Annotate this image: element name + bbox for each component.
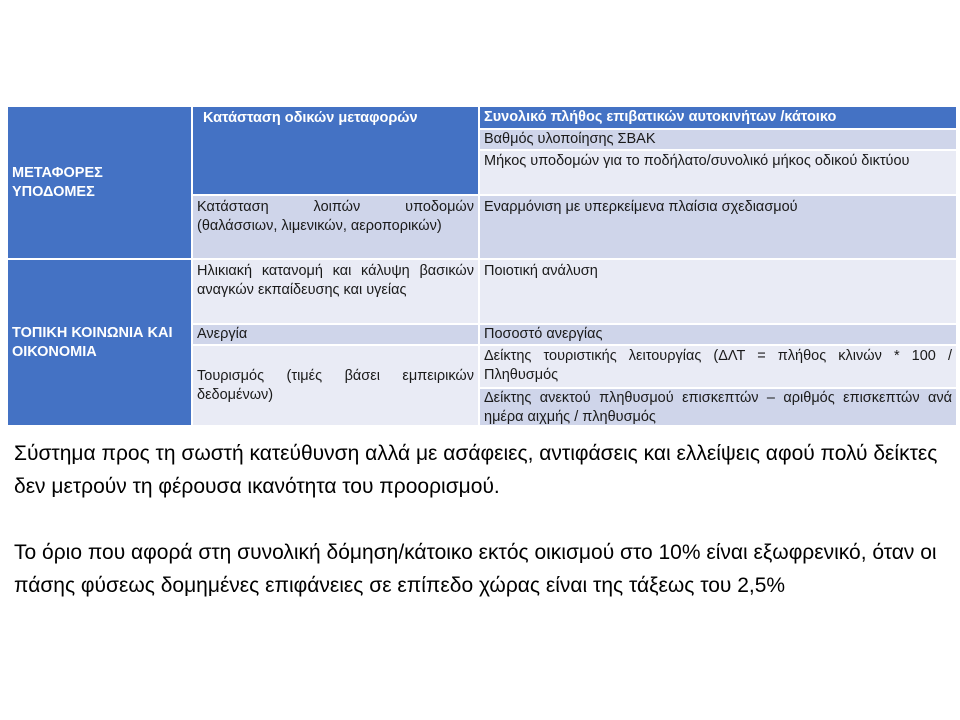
indicator-bike-infrastructure: Μήκος υποδομών για το ποδήλατο/συνολικό μήκος οδικού δικτύου [480,151,956,194]
paragraph-assessment: Σύστημα προς τη σωστή κατεύθυνση αλλά με ασάφειες, αντιφάσεις και ελλείψεις αφού πολύ δείκτες δεν μετρούν τη φέρουσα ικανότητα του προορισμού. [14,442,938,498]
group-transport-infrastructure: ΜΕΤΑΦΟΡΕΣ ΥΠΟΔΟΜΕΣ [8,107,191,258]
indicator-tourism-function: Δείκτης τουριστικής λειτουργίας (ΔΛΤ = πλήθος κλινών * 100 / Πληθυσμός [480,346,956,387]
group-local-society-economy: ΤΟΠΙΚΗ ΚΟΙΝΩΝΙΑ ΚΑΙ ΟΙΚΟΝΟΜΙΑ [8,260,191,425]
criterion-tourism-text: Τουρισμός (τιμές βάσει εμπειρικών δεδομένων) [197,367,474,403]
criterion-road-transport: Κατάσταση οδικών μεταφορών [193,107,478,194]
criterion-other-infrastructure: Κατάσταση λοιπών υποδομών (θαλάσσιων, λιμενικών, αεροπορικών) [193,196,478,258]
criterion-age-distribution: Ηλικιακή κατανομή και κάλυψη βασικών αναγκών εκπαίδευσης και υγείας [193,260,478,323]
indicator-unemployment-rate: Ποσοστό ανεργίας [480,325,956,344]
indicator-cars-per-resident: Συνολικό πλήθος επιβατικών αυτοκινήτων /κάτοικο [480,107,956,128]
paragraph-building-limit: Το όριο που αφορά στη συνολική δόμηση/κάτοικο εκτός οικισμού στο 10% είναι εξωφρενικό, όταν οι πάσης φύσεως δομημένες επιφάνειες σε επίπεδο χώρας είναι της τάξεως του 2,5% [14,541,937,597]
indicator-visitor-capacity: Δείκτης ανεκτού πληθυσμού επισκεπτών – αριθμός επισκεπτών ανά ημέρα αιχμής / πληθυσμός [480,389,956,425]
indicator-quality-analysis: Ποιοτική ανάλυση [480,260,956,323]
indicator-plans-alignment: Εναρμόνιση με υπερκείμενα πλαίσια σχεδιασμού [480,196,956,258]
indicator-svak: Βαθμός υλοποίησης ΣΒΑΚ [480,130,956,149]
criterion-unemployment: Ανεργία [193,325,478,344]
criterion-tourism [193,346,478,425]
